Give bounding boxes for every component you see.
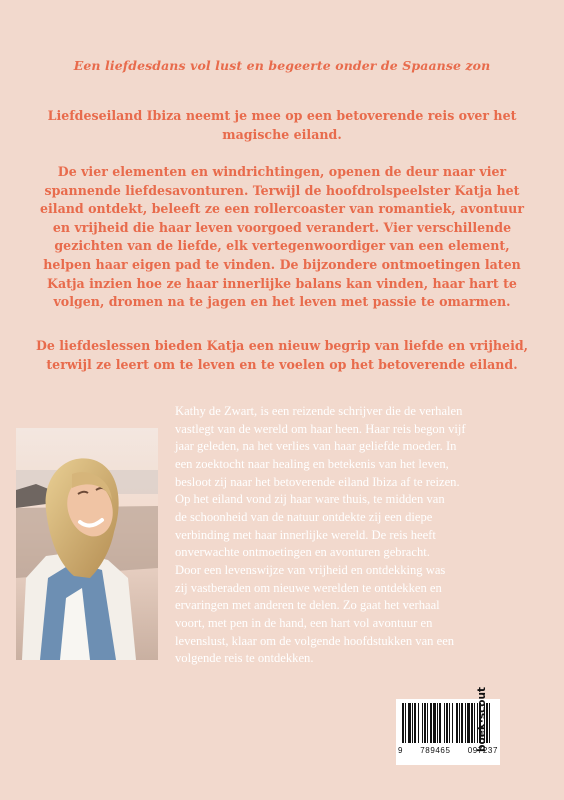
tagline: Een liefdesdans vol lust en begeerte onder de Spaanse zon (73, 58, 491, 73)
author-photo (16, 428, 158, 660)
barcode-bar (449, 703, 450, 743)
barcode-bar (446, 703, 448, 743)
isbn-group-1: 789465 (420, 746, 451, 755)
barcode-bar (456, 703, 458, 743)
barcode-bar (444, 703, 445, 743)
blurb-paragraph-3: De liefdeslessen bieden Katja een nieuw begrip van liefde en vrijheid, terwijl ze leert om te leven en te voelen op het betoverende eiland. (35, 338, 529, 372)
barcode-bar (439, 703, 441, 743)
barcode-bar (427, 703, 428, 743)
barcode-bar (414, 703, 416, 743)
barcode-bar (467, 703, 470, 743)
author-bio: Kathy de Zwart, is een reizende schrijver die de verhalen vastlegt van de wereld om haar heen. Haar reis begon vijf jaar geleden, na het verlies van haar geliefde moeder. In een zoektocht naar healing en betekenis van het leven, besloot zij naar het betoverende eiland Ibiza af te reizen. Op het eiland vond zij haar ware thuis, te midden van de schoonheid van de natuur ontdekte zij een diepe verbinding met haar innerlijke wereld. De reis heeft onverwachte ontmoetingen en avonturen gebracht. Door een levenswijze van vrijheid en ontdekking was zij vastberaden om nieuwe werelden te ontdekken en ervaringen met anderen te delen. Zo gaat het verhaal voort, met pen in de hand, een hart vol avontuur en levenslust, klaar om de volgende hoofdstukken van een volgende reis te ontdekken. (175, 404, 466, 666)
barcode-bar (412, 703, 413, 743)
blurb-paragraph-1: Liefdeseiland Ibiza neemt je mee op een betoverende reis over het magische eiland. (47, 108, 517, 142)
barcode-bar (461, 703, 463, 743)
barcode-bar (408, 703, 411, 743)
barcode-bar (402, 703, 404, 743)
barcode-bar (465, 703, 466, 743)
barcode-bar (418, 703, 419, 743)
barcode-bar (471, 703, 473, 743)
barcode-bar (422, 703, 423, 743)
blurb-paragraph-2: De vier elementen en windrichtingen, openen de deur naar vier spannende liefdesavonturen. Terwijl de hoofdrolspeelster Katja het eiland ontdekt, beleeft ze een rollercoaster van romantiek, avontuur en vrijheid die haar leven voorgoed verandert. Vier verschillende gezichten van de liefde, elk vertegenwoordiger van een element, helpen haar eigen pad te vinden. De bijzondere ontmoetingen laten Katja inzien hoe ze haar innerlijke balans kan vinden, haar hart te volgen, dromen na te jagen en het leven met passie te omarmen. (40, 164, 524, 310)
barcode-bar (452, 703, 453, 743)
publisher-logo: boek·scout (476, 686, 488, 752)
barcode-bar (424, 703, 426, 743)
barcode-bar (437, 703, 438, 743)
barcode-bar (459, 703, 460, 743)
barcode-bar (433, 703, 436, 743)
barcode-bar (430, 703, 432, 743)
isbn-lead-digit: 9 (398, 746, 404, 755)
barcode-bar (405, 703, 406, 743)
isbn-group-2: 097237 (467, 746, 498, 755)
barcode-bar (474, 703, 475, 743)
